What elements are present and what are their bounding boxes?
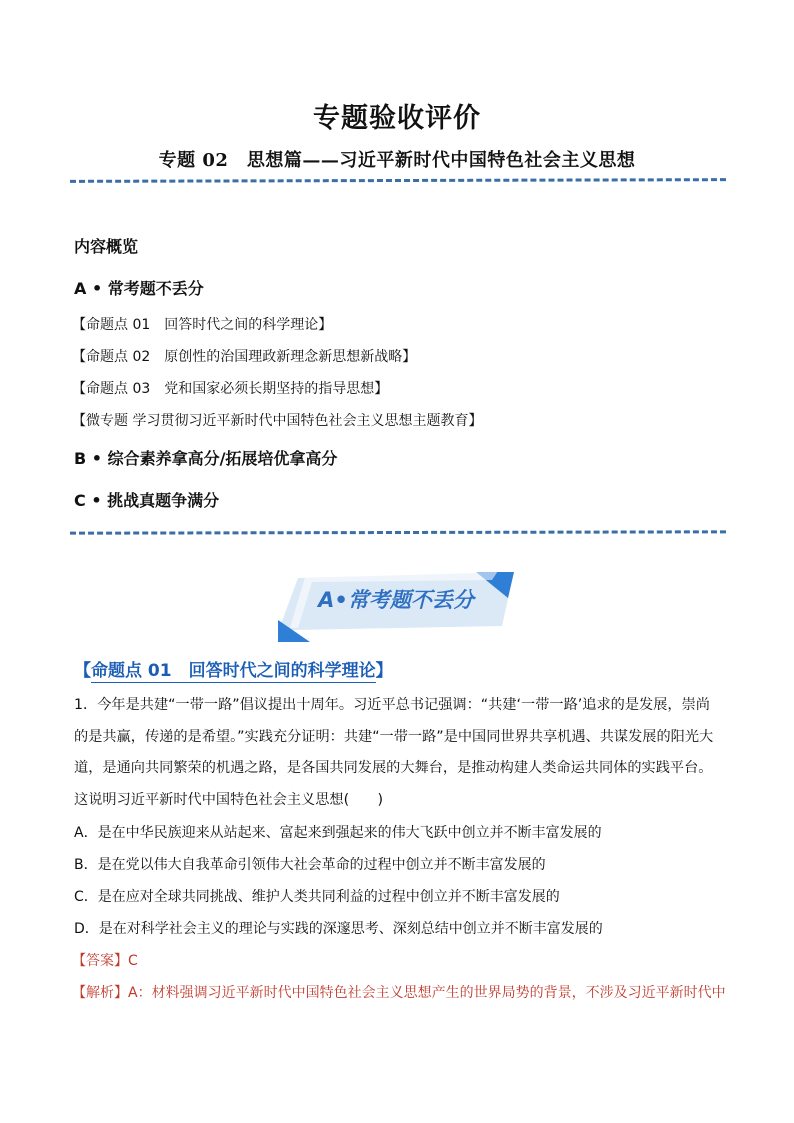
page-title: 专题验收评价 bbox=[313, 103, 481, 134]
overview-item: 【命题点 03 党和国家必须长期坚持的指导思想】 bbox=[72, 381, 389, 397]
overview-item: 【命题点 01 回答时代之间的科学理论】 bbox=[72, 317, 333, 333]
answer-label: 【答案】C bbox=[72, 953, 138, 969]
section-banner bbox=[276, 570, 516, 642]
overview-section-c: C • 挑战真题争满分 bbox=[74, 491, 220, 510]
overview-heading: 内容概览 bbox=[74, 237, 139, 256]
overview-item: 【命题点 02 原创性的治国理政新理念新思想新战略】 bbox=[72, 349, 417, 365]
heading-bracket-left: 【 bbox=[74, 661, 91, 681]
proposition-point-heading bbox=[74, 656, 393, 681]
question-stem: 1．今年是共建“一带一路”倡议提出十周年。习近平总书记强调：“共建‘一带一路’追求的是发展，崇尚的是共赢，传递的是希望。”实践充分证明：共建“一带一路”是中国同世界共享机遇、共谋发展的阳光大道，是通向共同繁荣的机遇之路，是各国共同发展的大舞台，是推动构建人类命运共同体的实践平台。这说明习近平新时代中国特色社会主义思想( ) bbox=[74, 697, 714, 808]
banner-label: A•常考题不丢分 bbox=[318, 588, 474, 612]
option-a: A．是在中华民族迎来从站起来、富起来到强起来的伟大飞跃中创立并不断丰富发展的 bbox=[74, 825, 602, 841]
page-subtitle: 专题 02 思想篇——习近平新时代中国特色社会主义思想 bbox=[158, 150, 636, 171]
overview-section-a: A • 常考题不丢分 bbox=[74, 279, 204, 298]
option-d: D．是在对科学社会主义的理论与实践的深邃思考、深刻总结中创立并不断丰富发展的 bbox=[74, 921, 603, 937]
overview-section-b: B • 综合素养拿高分/拓展培优拿高分 bbox=[74, 449, 338, 468]
heading-bracket-right: 】 bbox=[375, 661, 393, 681]
heading-label: 命题点 01 回答时代之间的科学理论 bbox=[91, 661, 376, 681]
dashed-divider-top bbox=[70, 178, 726, 183]
overview-item: 【微专题 学习贯彻习近平新时代中国特色社会主义思想主题教育】 bbox=[72, 413, 483, 429]
option-b: B．是在党以伟大自我革命引领伟大社会革命的过程中创立并不断丰富发展的 bbox=[74, 857, 546, 873]
analysis-text: 【解析】A：材料强调习近平新时代中国特色社会主义思想产生的世界局势的背景，不涉及习近平新时代中 bbox=[72, 985, 726, 1001]
option-c: C．是在应对全球共同挑战、维护人类共同利益的过程中创立并不断丰富发展的 bbox=[74, 889, 560, 905]
dashed-divider-middle bbox=[70, 530, 726, 534]
